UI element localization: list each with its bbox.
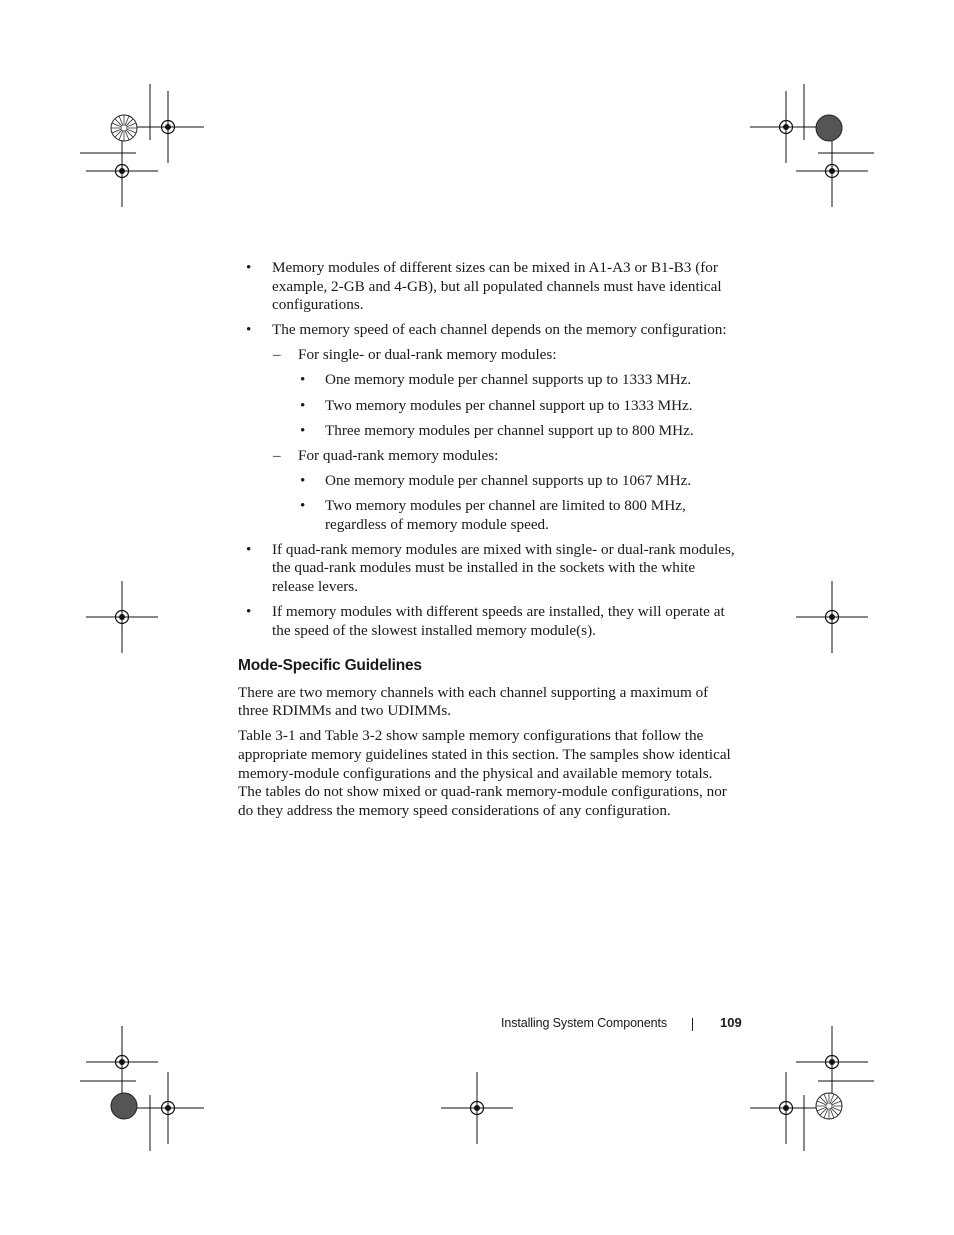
bullet-marker: • <box>246 259 252 276</box>
sub-item <box>238 346 738 365</box>
paragraph: Table 3-1 and Table 3-2 show sample memory configurations that follow the appropriate memory guidelines stated in this section. The samples show identical memory-module configurations and the physical and available memory totals. The tables do not show mixed or quad-rank memory-module configurations, nor do they address the memory speed considerations of any configuration. <box>238 727 731 819</box>
bullet-text: Memory modules of different sizes can be mixed in A1-A3 or B1-B3 (for example, 2-GB and 4-GB), but all populated channels must have identical configurations. <box>272 259 722 314</box>
bullet-item <box>238 259 738 315</box>
body-content <box>238 259 738 827</box>
bullet-marker: • <box>246 540 252 558</box>
nested-item <box>238 371 738 390</box>
paragraph: There are two memory channels with each channel supporting a maximum of three RDIMMs and two UDIMMs. <box>238 683 709 720</box>
bullet-marker: • <box>300 421 306 439</box>
bullet-item <box>238 321 738 340</box>
nested-item <box>238 422 738 441</box>
bullet-text: The memory speed of each channel depends on the memory configuration: <box>272 321 727 339</box>
nested-item-text: One memory module per channel supports up to 1333 MHz. <box>325 371 692 389</box>
nested-item <box>238 397 738 416</box>
bullet-marker: • <box>246 602 252 620</box>
bullet-marker: • <box>300 471 306 489</box>
sub-item-text: For single- or dual-rank memory modules: <box>298 346 557 364</box>
sub-item-text: For quad-rank memory modules: <box>298 446 499 464</box>
bullet-item <box>238 541 738 597</box>
nested-item-text: Three memory modules per channel support up to 800 MHz. <box>325 421 694 439</box>
page-number: 109 <box>720 1015 742 1030</box>
dash-marker: – <box>273 346 281 364</box>
sub-item <box>238 447 738 466</box>
nested-item-text: One memory module per channel supports up to 1067 MHz. <box>325 471 692 489</box>
footer-separator <box>692 1018 693 1031</box>
section-heading: Mode-Specific Guidelines <box>238 657 422 675</box>
bullet-marker: • <box>300 496 306 514</box>
bullet-text: If memory modules with different speeds are installed, they will operate at the speed of the slowest installed memory module(s). <box>272 602 725 639</box>
bullet-marker: • <box>300 396 306 414</box>
nested-item-text: Two memory modules per channel are limited to 800 MHz, regardless of memory module speed. <box>325 496 686 533</box>
nested-item-text: Two memory modules per channel support up to 1333 MHz. <box>325 396 693 414</box>
bullet-text: If quad-rank memory modules are mixed with single- or dual-rank modules, the quad-rank modules must be installed in the sockets with the white release levers. <box>272 540 735 595</box>
nested-item <box>238 472 738 491</box>
bullet-marker: • <box>300 371 306 389</box>
dash-marker: – <box>273 446 281 464</box>
bullet-marker: • <box>246 321 252 339</box>
nested-item <box>238 497 738 534</box>
footer-chapter-title: Installing System Components <box>500 1016 667 1030</box>
bullet-item <box>238 603 738 640</box>
